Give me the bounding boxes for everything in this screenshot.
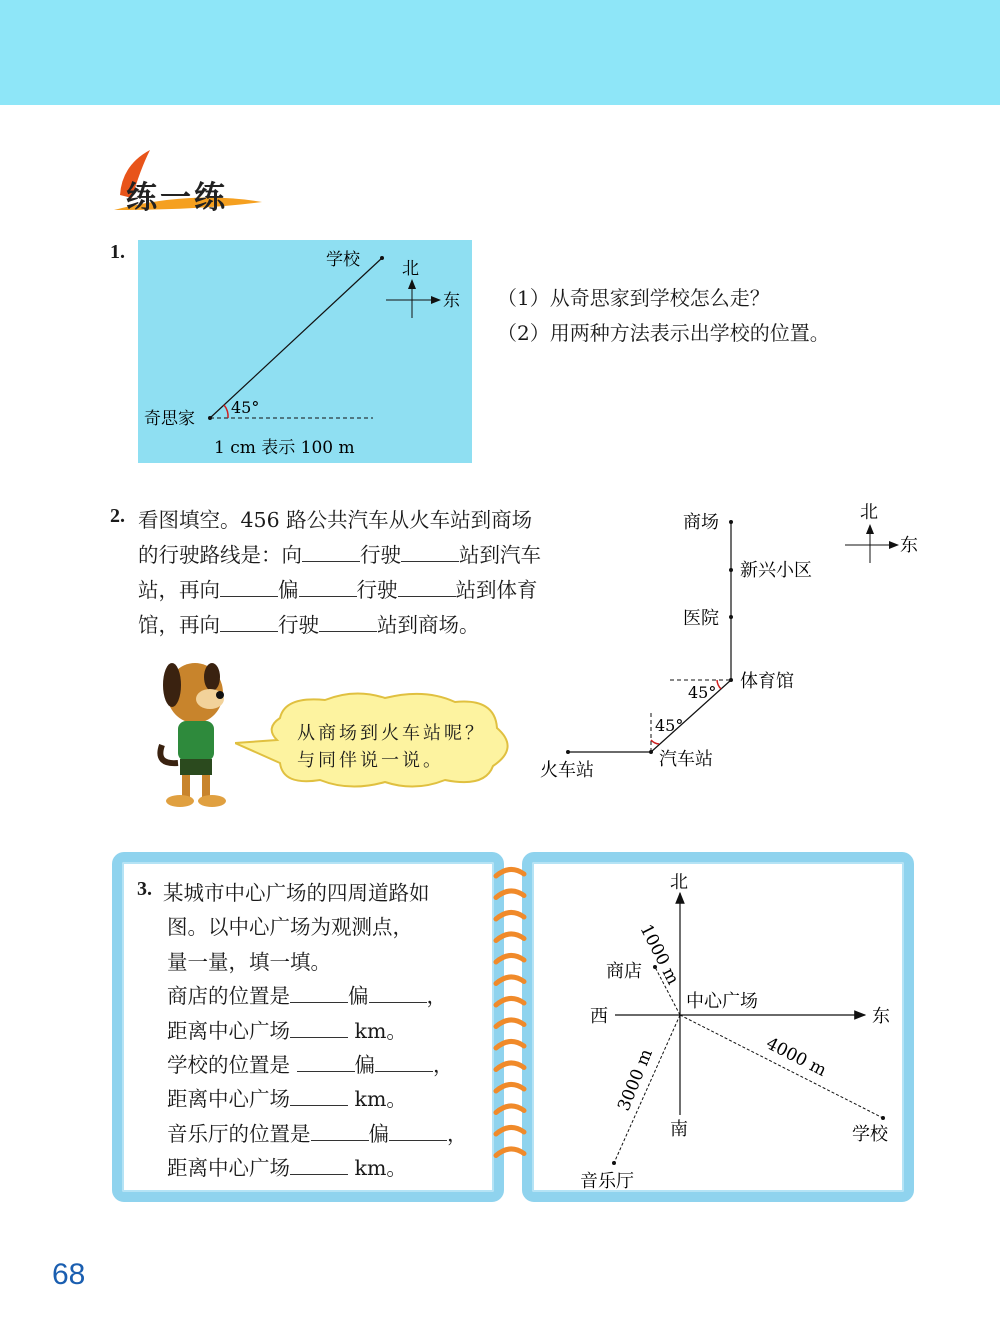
text-segment: 偏 xyxy=(368,1121,389,1146)
label-north: 北 xyxy=(670,872,688,893)
text-segment: 的行驶路线是：向 xyxy=(138,543,302,567)
label-mall: 商场 xyxy=(683,512,719,533)
label-gym: 体育馆 xyxy=(740,671,794,692)
page-number: 68 xyxy=(52,1258,86,1291)
text-segment: 某城市中心广场的四周道路如 xyxy=(163,881,430,905)
label-east: 东 xyxy=(872,1006,890,1027)
route-line xyxy=(210,258,382,418)
text-segment: 音乐厅的位置是 xyxy=(167,1121,311,1146)
problem-2-diagram xyxy=(540,502,918,781)
label-scale: 1 cm 表示 100 m xyxy=(214,438,355,458)
text-segment: 站，再向 xyxy=(138,578,220,602)
text-segment: ， xyxy=(426,984,447,1009)
label-home: 奇思家 xyxy=(144,409,195,429)
label-angle-1: 45° xyxy=(688,683,717,702)
problem-1-question-1: （1）从奇思家到学校怎么走？ xyxy=(497,286,770,310)
label-east: 东 xyxy=(900,535,918,556)
school-point xyxy=(380,256,384,260)
bubble-line-1: 从商场到火车站呢？ xyxy=(297,723,486,744)
text-segment: 偏 xyxy=(348,984,369,1009)
label-concert-hall: 音乐厅 xyxy=(580,1171,634,1192)
label-shop: 商店 xyxy=(606,961,642,982)
text-segment: km。 xyxy=(348,1018,407,1043)
label-south: 南 xyxy=(670,1119,688,1140)
text-segment: 图。以中心广场为观测点， xyxy=(167,915,413,940)
text-segment: km。 xyxy=(348,1156,407,1181)
text-segment: 偏 xyxy=(354,1053,376,1077)
label-east: 东 xyxy=(443,291,460,311)
section-title: 练一练 xyxy=(112,150,272,215)
label-distance-school: 4000 m xyxy=(762,1033,830,1081)
problem-3-number: 3. xyxy=(137,878,152,900)
label-bus-station: 汽车站 xyxy=(659,749,713,770)
text-segment: 距离中心广场 xyxy=(167,1018,290,1043)
label-north: 北 xyxy=(402,259,419,279)
text-segment: 行驶 xyxy=(278,613,319,637)
text-segment: ， xyxy=(433,1053,454,1077)
label-angle: 45° xyxy=(231,398,260,417)
problem-3-diagram xyxy=(580,872,890,1192)
text-segment: 商店的位置是 xyxy=(167,984,290,1009)
label-school: 学校 xyxy=(326,250,360,270)
problem-1-diagram xyxy=(144,250,460,458)
text-segment: 量一量，填一填。 xyxy=(167,949,331,974)
label-train-station: 火车站 xyxy=(540,760,594,781)
label-hospital: 医院 xyxy=(683,608,719,629)
text-segment: 学校的位置是 xyxy=(167,1053,297,1077)
text-segment: km。 xyxy=(348,1087,407,1112)
text-segment: ， xyxy=(447,1121,468,1146)
label-angle-2: 45° xyxy=(655,716,684,735)
text-segment: 看图填空。456 路公共汽车从火车站到商场 xyxy=(138,508,533,532)
text-segment: 行驶 xyxy=(360,543,401,567)
text-segment: 站到商场。 xyxy=(377,613,480,637)
label-school: 学校 xyxy=(852,1124,888,1145)
text-segment: 距离中心广场 xyxy=(167,1156,290,1181)
text-segment: 馆，再向 xyxy=(138,613,220,637)
label-west: 西 xyxy=(590,1006,608,1027)
text-segment: 站到汽车 xyxy=(459,543,541,567)
problem-1-question-2: （2）用两种方法表示出学校的位置。 xyxy=(497,321,830,345)
text-segment: 偏 xyxy=(278,578,299,602)
text-segment: 行驶 xyxy=(356,578,398,602)
label-distance-shop: 1000 m xyxy=(635,921,683,989)
label-distance-hall: 3000 m xyxy=(614,1046,657,1114)
label-north: 北 xyxy=(860,502,878,523)
text-segment: 距离中心广场 xyxy=(167,1087,290,1112)
label-xinxing: 新兴小区 xyxy=(740,560,812,581)
bubble-line-2: 与同伴说一说。 xyxy=(297,750,444,771)
label-center: 中心广场 xyxy=(686,991,758,1012)
problem-2-number: 2. xyxy=(110,505,125,527)
text-segment: 站到体育 xyxy=(455,578,538,602)
problem-1-number: 1. xyxy=(110,241,125,263)
angle-arc xyxy=(224,405,228,418)
